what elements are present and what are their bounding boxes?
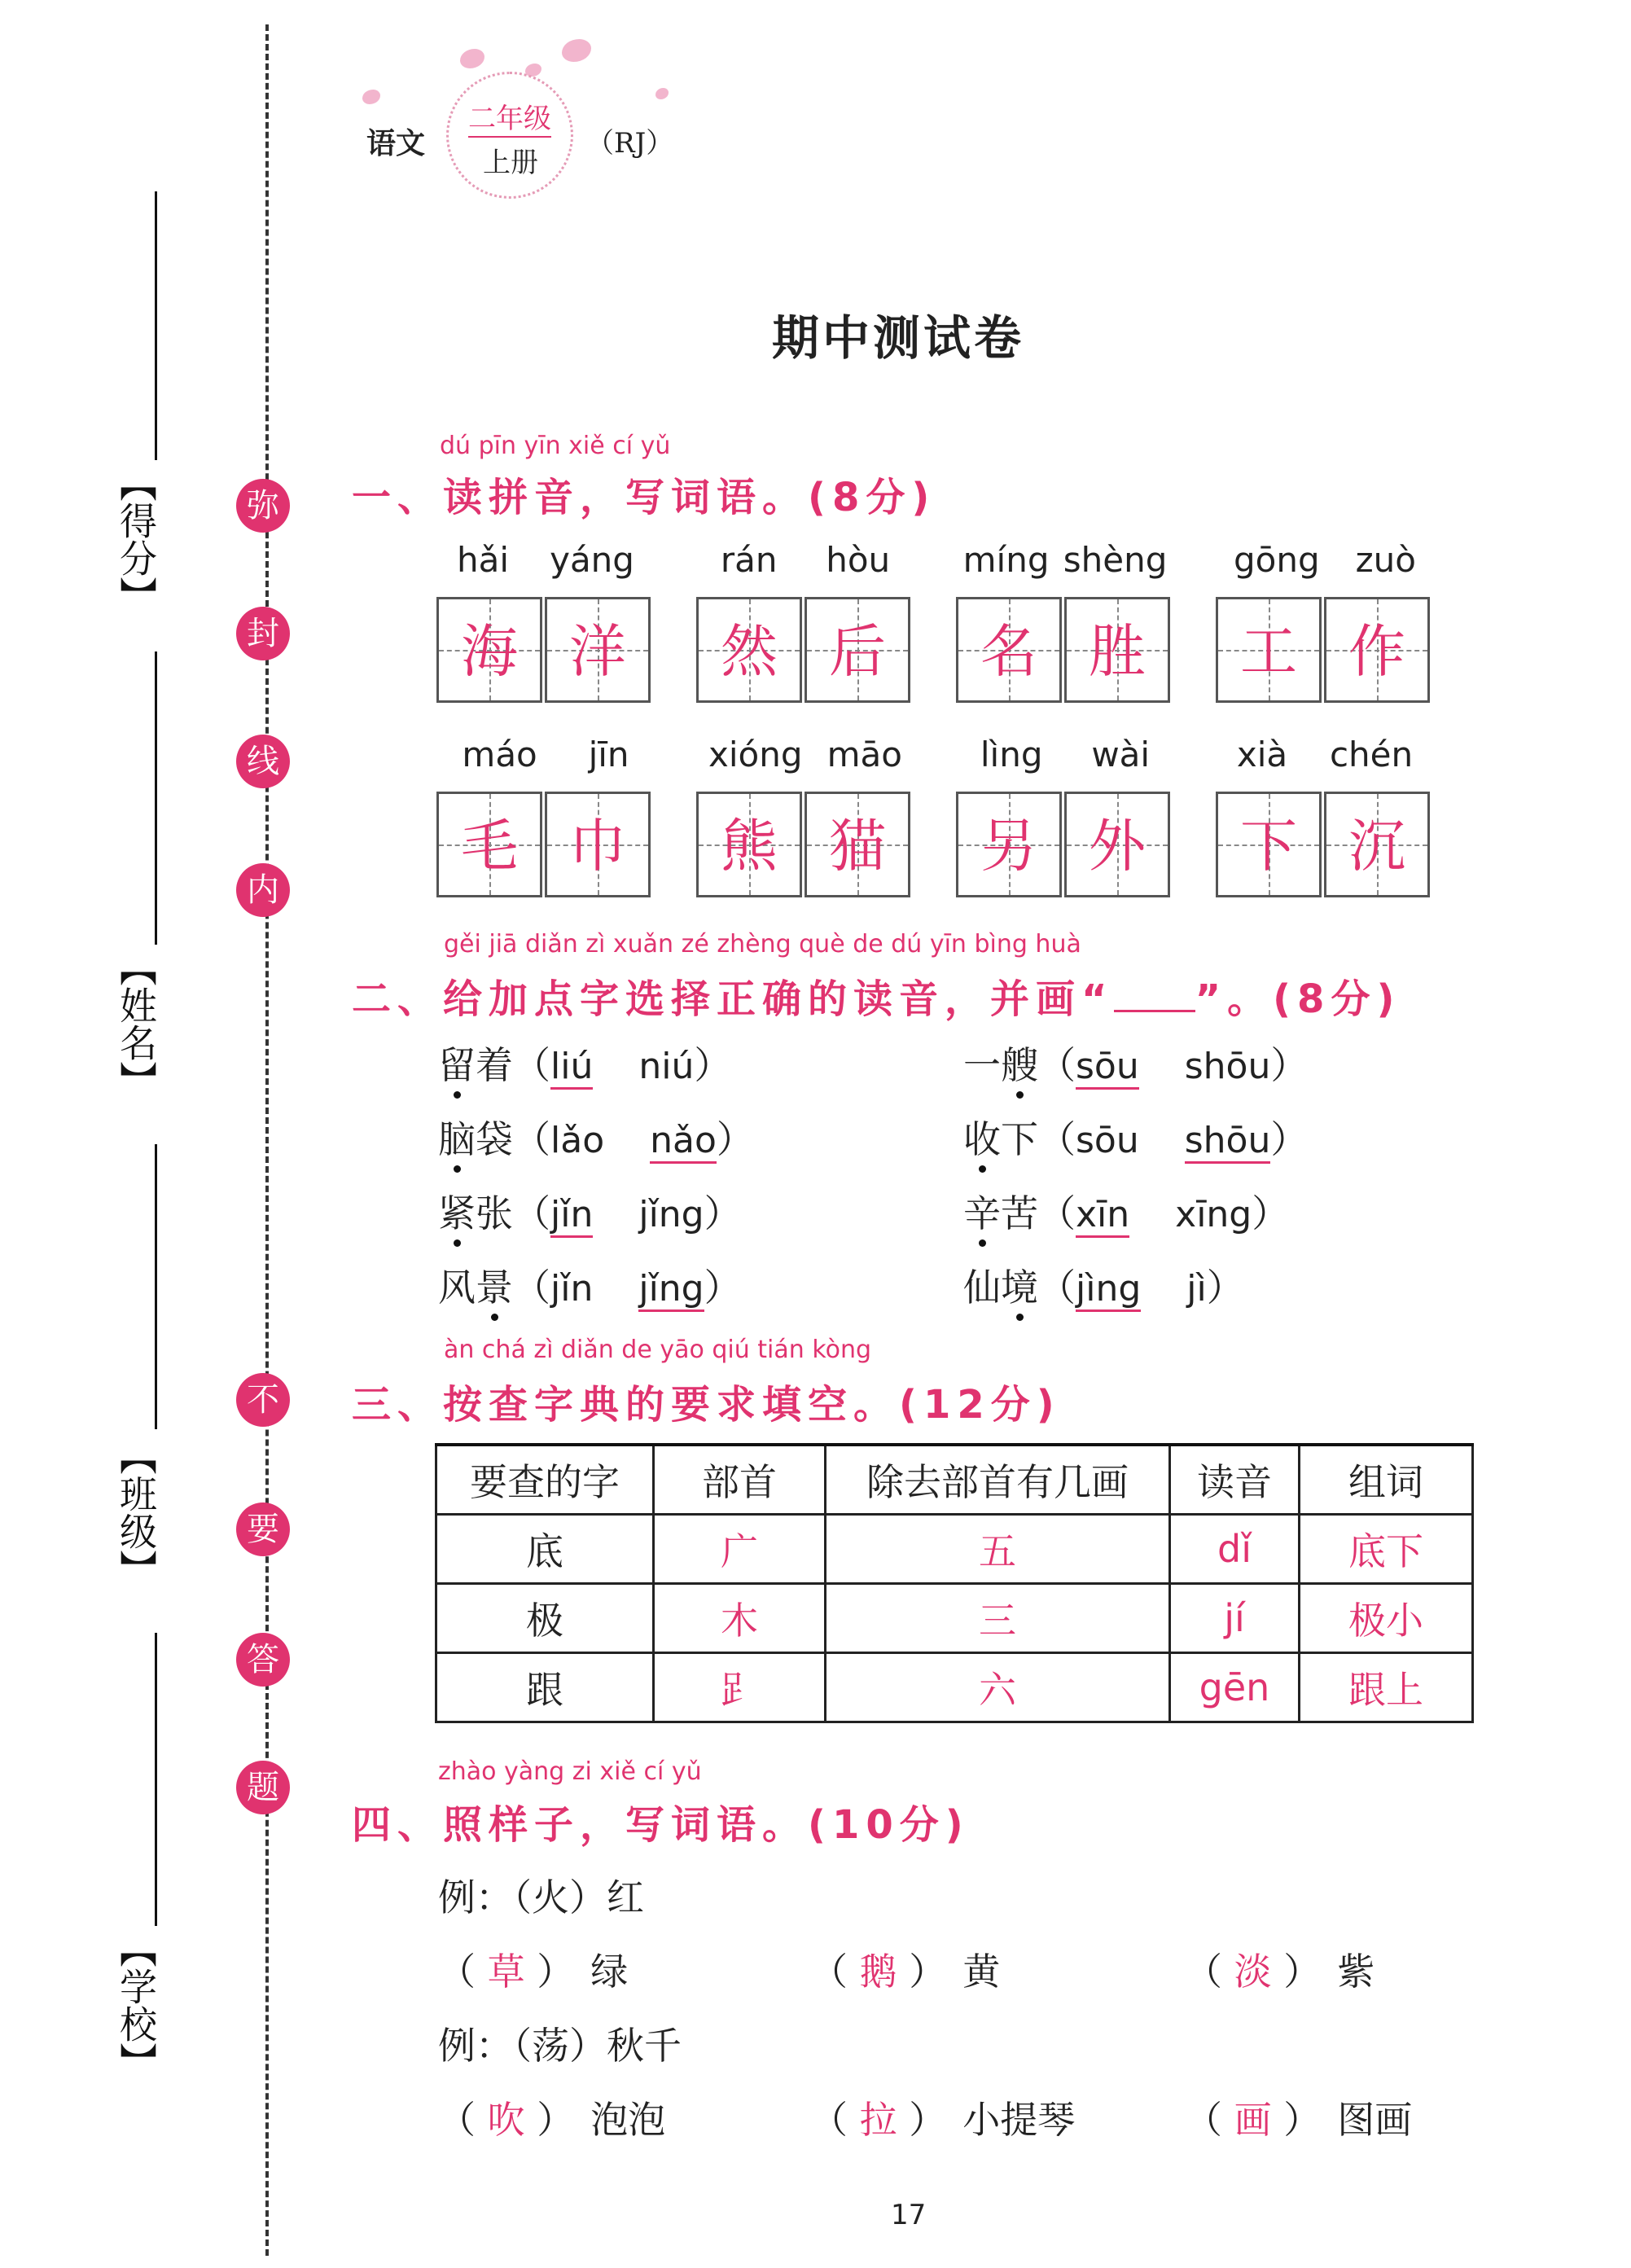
tianzige-cell xyxy=(436,792,542,897)
dictionary-table xyxy=(435,1443,1474,1723)
word-pinyin xyxy=(956,540,1174,580)
petal-decoration xyxy=(362,90,380,104)
paren: ） xyxy=(524,1950,575,1994)
table-cell: 极 xyxy=(436,1584,654,1653)
example-prefix: 例：（ xyxy=(438,2024,532,2068)
word-text: 小提琴 xyxy=(962,2098,1076,2142)
pinyin-syllable: míng xyxy=(962,540,1050,580)
class-label: 【班级】 xyxy=(114,1437,158,1587)
pinyin-syllable: māo xyxy=(826,735,902,774)
table-cell: 极小 xyxy=(1300,1584,1473,1653)
paren: ） xyxy=(1206,1266,1244,1309)
tianzige-cell xyxy=(956,792,1062,897)
choice-item xyxy=(963,1184,1289,1238)
fill-item xyxy=(1185,2090,1412,2144)
example-suffix: ）红 xyxy=(569,1875,644,1919)
word-char: 袋 xyxy=(476,1117,513,1161)
option-pinyin: niú xyxy=(638,1046,695,1087)
paren: ） xyxy=(1270,1043,1309,1087)
section3-title: 三、按查字典的要求填空。(12分) xyxy=(352,1382,1061,1428)
paren: ） xyxy=(694,1043,732,1087)
paren: （ xyxy=(1185,1950,1234,1994)
paren: （ xyxy=(513,1191,550,1235)
petal-decoration xyxy=(562,39,591,62)
tianzige-cell xyxy=(696,597,802,703)
table-cell: 广 xyxy=(654,1515,826,1584)
option-pinyin: sōu xyxy=(1076,1046,1139,1090)
page-title: 期中测试卷 xyxy=(772,310,1025,366)
example-prefix: 例：（ xyxy=(438,1875,532,1919)
school-label: 【学校】 xyxy=(114,1930,158,2080)
table-cell: 𧾷 xyxy=(654,1653,826,1722)
answer-char: 沉 xyxy=(1348,813,1405,880)
table-header: 读音 xyxy=(1170,1445,1300,1515)
pinyin-syllable: máo xyxy=(462,735,537,774)
table-header: 除去部首有几画 xyxy=(826,1445,1170,1515)
word-char: 艘 xyxy=(1001,1043,1038,1087)
seal-char: 题 xyxy=(236,1761,290,1814)
seal-char: 答 xyxy=(236,1633,290,1687)
section3-pinyin: àn chá zì diǎn de yāo qiú tián kòng xyxy=(444,1336,872,1364)
page-number: 17 xyxy=(891,2199,927,2231)
pinyin-syllable: chén xyxy=(1329,735,1414,774)
pinyin-syllable: hòu xyxy=(826,540,891,580)
option-pinyin: sōu xyxy=(1076,1120,1139,1161)
tianzige-cell xyxy=(545,597,651,703)
choice-item xyxy=(963,1036,1308,1090)
choice-item xyxy=(438,1258,742,1312)
word-char: 风 xyxy=(438,1266,476,1309)
name-label: 【姓名】 xyxy=(114,949,158,1099)
answer-char: 下 xyxy=(1240,813,1297,880)
answer-char: 毛 xyxy=(461,813,518,880)
word-char: 一 xyxy=(963,1043,1001,1087)
answer-char: 然 xyxy=(721,618,778,685)
tianzige-cell xyxy=(1064,597,1170,703)
answer-char: 海 xyxy=(461,618,518,685)
tianzige-cell xyxy=(545,792,651,897)
word-text: 绿 xyxy=(590,1950,629,1994)
option-pinyin: shōu xyxy=(1185,1120,1271,1164)
paren: ） xyxy=(1271,2098,1322,2142)
fill-item xyxy=(810,1942,1000,1996)
section2-title-b: ”。(8分) xyxy=(1195,976,1401,1022)
paren: ） xyxy=(716,1117,754,1161)
fill-item xyxy=(438,1942,628,1996)
seal-char: 内 xyxy=(236,863,290,917)
paren: ） xyxy=(704,1266,742,1309)
table-cell: 三 xyxy=(826,1584,1170,1653)
section2-title xyxy=(352,967,1401,1024)
example-suffix: ）秋千 xyxy=(569,2024,682,2068)
word-char: 仙 xyxy=(963,1266,1001,1309)
answer-char: 熊 xyxy=(721,813,778,880)
word-text: 图画 xyxy=(1337,2098,1413,2142)
word-pinyin xyxy=(956,735,1174,774)
table-header-row xyxy=(436,1445,1473,1515)
option-pinyin: jǐng xyxy=(638,1194,704,1235)
score-line xyxy=(155,191,157,460)
option-pinyin: xīng xyxy=(1175,1194,1252,1235)
paren: （ xyxy=(1185,2098,1234,2142)
paren: ） xyxy=(1271,1950,1322,1994)
grade-label: 二年级 xyxy=(468,96,551,138)
option-pinyin: xīn xyxy=(1076,1194,1129,1238)
word-char: 苦 xyxy=(1001,1191,1038,1235)
tianzige-cell xyxy=(805,597,910,703)
table-header: 要查的字 xyxy=(436,1445,654,1515)
paren: （ xyxy=(438,1950,488,1994)
paren: （ xyxy=(513,1266,550,1309)
answer-char: 猫 xyxy=(829,813,886,880)
tianzige-cell xyxy=(1324,792,1430,897)
paren: （ xyxy=(1038,1117,1076,1161)
option-pinyin: jì xyxy=(1186,1268,1207,1309)
paren: ） xyxy=(524,2098,575,2142)
option-pinyin: lǎo xyxy=(550,1120,605,1161)
word-char: 辛 xyxy=(963,1191,1001,1235)
word-text: 黄 xyxy=(962,1950,1001,1994)
pinyin-syllable: xióng xyxy=(708,735,803,774)
answer-char: 胜 xyxy=(1089,618,1146,685)
section1-pinyin: dú pīn yīn xiě cí yǔ xyxy=(440,432,671,460)
table-cell: 跟 xyxy=(436,1653,654,1722)
word-char: 收 xyxy=(963,1117,1001,1161)
word-text: 紫 xyxy=(1337,1950,1375,1994)
pinyin-syllable: shèng xyxy=(1063,540,1168,580)
answer-char: 淡 xyxy=(1234,1950,1272,1994)
pinyin-syllable: hǎi xyxy=(457,540,510,580)
class-line xyxy=(155,1144,157,1429)
tianzige-cell xyxy=(696,792,802,897)
word-char: 脑 xyxy=(438,1117,476,1161)
paren: （ xyxy=(438,2098,488,2142)
table-cell: 六 xyxy=(826,1653,1170,1722)
option-pinyin: liú xyxy=(550,1046,593,1090)
answer-char: 吹 xyxy=(487,2098,525,2142)
choice-item xyxy=(438,1184,742,1238)
example-1 xyxy=(438,1868,644,1922)
option-pinyin: shōu xyxy=(1184,1046,1271,1087)
edition-label: （RJ） xyxy=(586,127,674,160)
table-row xyxy=(436,1584,1473,1653)
section2-pinyin: gěi jiā diǎn zì xuǎn zé zhèng què de dú yīn bìng huà xyxy=(444,930,1081,959)
tianzige-cell xyxy=(1216,792,1322,897)
school-line xyxy=(155,1633,157,1926)
paren: （ xyxy=(1038,1043,1076,1087)
table-row xyxy=(436,1653,1473,1722)
seal-char: 弥 xyxy=(236,479,290,533)
seal-char: 不 xyxy=(236,1373,290,1427)
pinyin-syllable: rán xyxy=(720,540,778,580)
choice-item xyxy=(963,1110,1308,1164)
tianzige-cell xyxy=(1324,597,1430,703)
pinyin-syllable: xià xyxy=(1236,735,1288,774)
answer-char: 草 xyxy=(487,1950,525,1994)
table-cell: jí xyxy=(1170,1584,1300,1653)
pinyin-syllable: zuò xyxy=(1355,540,1416,580)
word-char: 张 xyxy=(476,1191,513,1235)
fill-item xyxy=(438,2090,665,2144)
name-line xyxy=(155,651,157,945)
word-pinyin xyxy=(1216,540,1434,580)
section4-pinyin: zhào yàng zi xiě cí yǔ xyxy=(438,1757,702,1786)
section1-title: 一、读拼音，写词语。(8分) xyxy=(352,475,936,520)
paren: （ xyxy=(513,1043,550,1087)
answer-char: 外 xyxy=(1089,813,1146,880)
option-pinyin: nǎo xyxy=(650,1120,717,1164)
example-answer: 火 xyxy=(532,1875,569,1919)
fill-item xyxy=(1185,1942,1375,1996)
tianzige-cell xyxy=(436,597,542,703)
choice-item xyxy=(963,1258,1244,1312)
paren: ） xyxy=(1252,1191,1290,1235)
tianzige-cell xyxy=(805,792,910,897)
table-cell: 底 xyxy=(436,1515,654,1584)
table-header: 部首 xyxy=(654,1445,826,1515)
option-pinyin: jǐn xyxy=(550,1268,594,1309)
petal-decoration xyxy=(460,49,484,68)
paren: ） xyxy=(897,2098,947,2142)
tianzige-cell xyxy=(956,597,1062,703)
paren: （ xyxy=(810,2098,860,2142)
word-char: 着 xyxy=(476,1043,513,1087)
binding-dash-line xyxy=(265,24,269,2256)
paren: ） xyxy=(1270,1117,1309,1161)
answer-char: 鹅 xyxy=(859,1950,897,1994)
choice-item xyxy=(438,1110,754,1164)
subject-label: 语文 xyxy=(366,127,426,160)
pinyin-syllable: gōng xyxy=(1233,540,1320,580)
answer-char: 巾 xyxy=(569,813,626,880)
seal-char: 要 xyxy=(236,1502,290,1556)
table-cell: 跟上 xyxy=(1300,1653,1473,1722)
word-char: 境 xyxy=(1001,1266,1038,1309)
word-pinyin xyxy=(436,540,655,580)
fill-item xyxy=(810,2090,1075,2144)
word-pinyin xyxy=(696,735,914,774)
choice-item xyxy=(438,1036,731,1090)
pinyin-syllable: yáng xyxy=(550,540,634,580)
section2-title-a: 二、给加点字选择正确的读音，并画“ xyxy=(352,976,1114,1022)
score-label: 【得分】 xyxy=(114,464,158,614)
table-cell: 木 xyxy=(654,1584,826,1653)
pinyin-syllable: wài xyxy=(1091,735,1151,774)
seal-char: 封 xyxy=(236,607,290,660)
example-answer: 荡 xyxy=(532,2024,569,2068)
word-pinyin xyxy=(436,735,655,774)
table-row xyxy=(436,1515,1473,1584)
answer-char: 作 xyxy=(1348,618,1405,685)
word-pinyin xyxy=(1216,735,1434,774)
answer-char: 名 xyxy=(980,618,1037,685)
word-char: 景 xyxy=(476,1266,513,1309)
table-cell: gēn xyxy=(1170,1653,1300,1722)
petal-decoration xyxy=(655,88,669,99)
option-pinyin: jǐng xyxy=(638,1268,704,1312)
table-cell: 五 xyxy=(826,1515,1170,1584)
answer-char: 画 xyxy=(1234,2098,1272,2142)
answer-char: 洋 xyxy=(569,618,626,685)
option-pinyin: jìng xyxy=(1076,1268,1141,1312)
word-pinyin xyxy=(696,540,914,580)
example-2 xyxy=(438,2016,682,2070)
paren: （ xyxy=(513,1117,550,1161)
paren: （ xyxy=(810,1950,860,1994)
table-header: 组词 xyxy=(1300,1445,1473,1515)
option-pinyin: jǐn xyxy=(550,1194,593,1238)
paren: ） xyxy=(897,1950,947,1994)
answer-char: 后 xyxy=(829,618,886,685)
paren: （ xyxy=(1038,1266,1076,1309)
tianzige-cell xyxy=(1064,792,1170,897)
word-char: 留 xyxy=(438,1043,476,1087)
section4-title: 四、照样子，写词语。(10分) xyxy=(352,1802,970,1848)
seal-char: 线 xyxy=(236,735,290,788)
answer-char: 工 xyxy=(1240,618,1297,685)
word-char: 紧 xyxy=(438,1191,476,1235)
answer-char: 另 xyxy=(980,813,1037,880)
pinyin-syllable: lìng xyxy=(980,735,1043,774)
table-cell: 底下 xyxy=(1300,1515,1473,1584)
pinyin-syllable: jīn xyxy=(588,735,629,774)
table-cell: dǐ xyxy=(1170,1515,1300,1584)
word-char: 下 xyxy=(1001,1117,1038,1161)
tianzige-cell xyxy=(1216,597,1322,703)
answer-char: 拉 xyxy=(859,2098,897,2142)
paren: ） xyxy=(704,1191,742,1235)
paren: （ xyxy=(1038,1191,1076,1235)
volume-label: 上册 xyxy=(483,147,538,179)
word-text: 泡泡 xyxy=(590,2098,666,2142)
